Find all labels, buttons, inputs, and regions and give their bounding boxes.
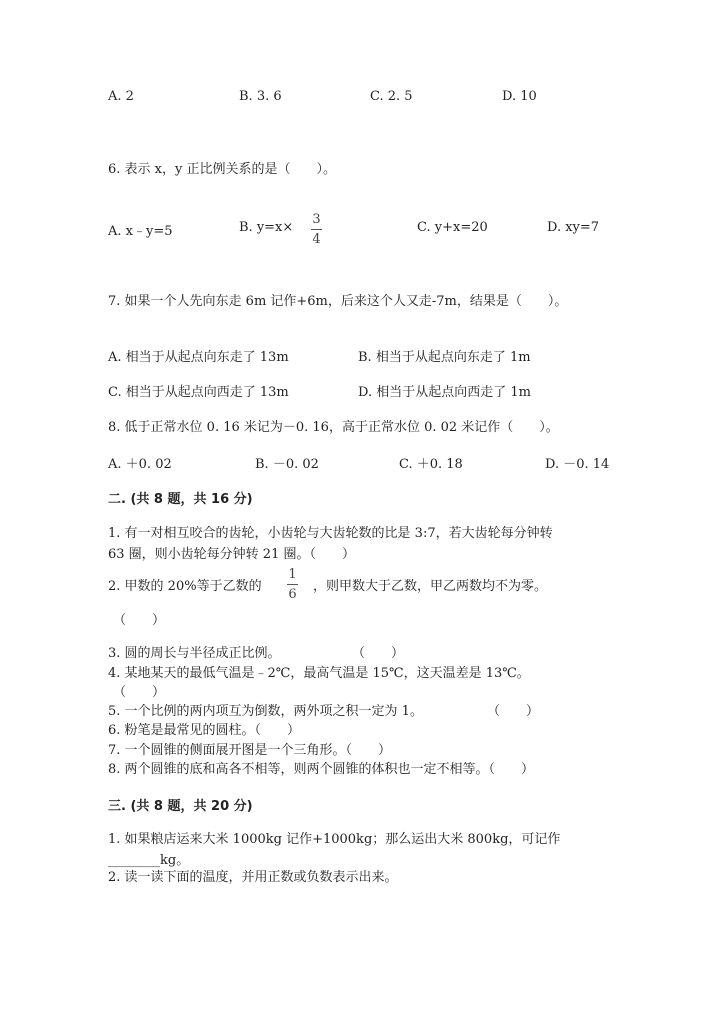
q7-option-d: D. 相当于从起点向西走了 1m bbox=[358, 385, 531, 400]
q8-option-b: B. －0. 02 bbox=[255, 457, 319, 472]
s2-q2-fraction bbox=[287, 567, 298, 602]
s2-q6: 6. 粉笔是最常见的圆柱。（ ） bbox=[108, 723, 301, 738]
s2-q2-prefix: 2. 甲数的 20%等于乙数的 bbox=[108, 579, 262, 594]
s2-q4-paren: （ ） bbox=[113, 685, 166, 700]
s2-q2-suffix: ，则甲数大于乙数，甲乙两数均不为零。 bbox=[313, 579, 548, 594]
s3-q1-line1: 1. 如果粮店运来大米 1000kg 记作+1000kg；那么运出大米 800kg，可记作 bbox=[108, 832, 561, 847]
fraction-bar bbox=[287, 584, 298, 585]
fraction-denominator: 4 bbox=[312, 232, 321, 247]
s2-q5-paren: （ ） bbox=[487, 704, 540, 719]
s2-q1-line1: 1. 有一对相互咬合的齿轮，小齿轮与大齿轮数的比是 3:7，若大齿轮每分钟转 bbox=[108, 526, 553, 541]
s3-q1-line2: ________kg。 bbox=[108, 853, 190, 868]
fraction-numerator: 1 bbox=[288, 567, 297, 582]
q5-option-c: C. 2. 5 bbox=[370, 89, 413, 104]
q6-option-b-fraction bbox=[311, 212, 322, 247]
q7-option-a: A. 相当于从起点向东走了 13m bbox=[108, 350, 289, 365]
q7-option-b: B. 相当于从起点向东走了 1m bbox=[358, 350, 531, 365]
q7-stem: 7. 如果一个人先向东走 6m 记作+6m，后来这个人又走-7m，结果是（ ）。 bbox=[108, 294, 568, 309]
q5-option-a: A. 2 bbox=[108, 89, 134, 104]
fraction-denominator: 6 bbox=[288, 587, 297, 602]
q8-option-d: D. －0. 14 bbox=[545, 457, 610, 472]
section-2-title: 二. (共 8 题，共 16 分) bbox=[108, 492, 253, 507]
s2-q3: 3. 圆的周长与半径成正比例。 bbox=[108, 646, 281, 661]
q6-option-d: D. xy=7 bbox=[547, 220, 600, 235]
fraction-bar bbox=[311, 229, 322, 230]
q8-stem: 8. 低于正常水位 0. 16 米记为－0. 16，高于正常水位 0. 02 米记作（ ）。 bbox=[108, 420, 559, 435]
q7-option-c: C. 相当于从起点向西走了 13m bbox=[108, 385, 289, 400]
s2-q2-paren: （ ） bbox=[113, 613, 166, 628]
s2-q5: 5. 一个比例的两内项互为倒数，两外项之积一定为 1。 bbox=[108, 704, 423, 719]
s2-q7: 7. 一个圆锥的侧面展开图是一个三角形。（ ） bbox=[108, 743, 392, 758]
q6-option-c: C. y+x=20 bbox=[417, 220, 488, 235]
q5-option-b: B. 3. 6 bbox=[239, 89, 282, 104]
section-3-title: 三. (共 8 题，共 20 分) bbox=[108, 799, 253, 814]
s3-q2: 2. 读一读下面的温度，并用正数或负数表示出来。 bbox=[108, 870, 398, 885]
s2-q1-line2: 63 圈，则小齿轮每分钟转 21 圈。（ ） bbox=[108, 547, 355, 562]
q5-option-d: D. 10 bbox=[502, 89, 537, 104]
q8-option-c: C. ＋0. 18 bbox=[399, 457, 463, 472]
s2-q3-paren: （ ） bbox=[352, 646, 405, 661]
q6-stem: 6. 表示 x，y 正比例关系的是（ ）。 bbox=[108, 162, 336, 177]
q6-option-a: A. x﹣y=5 bbox=[108, 224, 173, 239]
q6-option-b: B. y=x× bbox=[239, 220, 294, 235]
q8-option-a: A. ＋0. 02 bbox=[108, 457, 172, 472]
fraction-numerator: 3 bbox=[312, 212, 321, 227]
s2-q4: 4. 某地某天的最低气温是﹣2℃，最高气温是 15℃，这天温差是 13℃。 bbox=[108, 666, 530, 681]
s2-q8: 8. 两个圆锥的底和高各不相等，则两个圆锥的体积也一定不相等。（ ） bbox=[108, 762, 535, 777]
